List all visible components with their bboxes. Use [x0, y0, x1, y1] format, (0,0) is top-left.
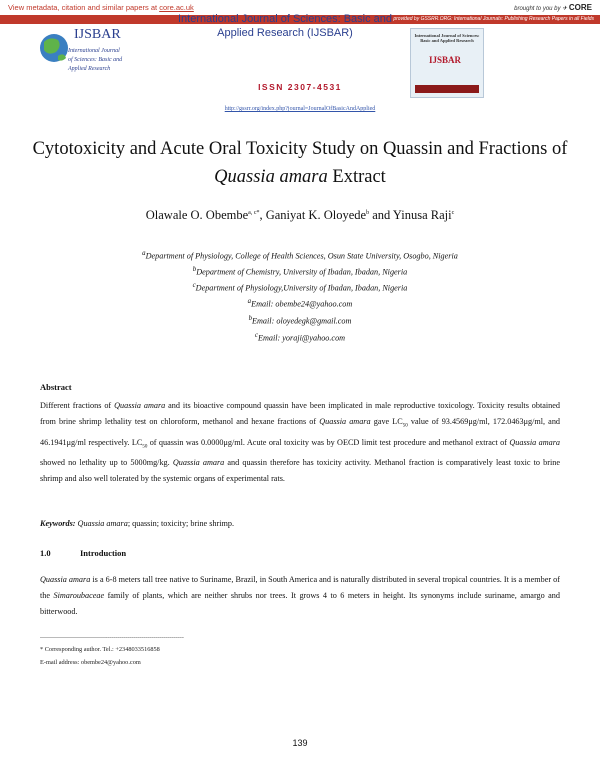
authors: Olawale O. Obembe$^{a, c*}$, Ganiyat K. Oloyede$^b$ and Yinusa Raji$^c$ — [145, 208, 455, 222]
page-number: 139 — [292, 738, 308, 748]
footnote-email: E-mail address: obembe24@yahoo.com — [40, 659, 141, 666]
abstract-text: Different fractions of Quassia amara and its bioactive compound quassin have been implicated in male reproductive toxicology. Toxicity results obtained from brine shrimp lethality test on chloroform, methanol and hexane fractions of Quassia amara gave $LC_{50}$ value of 93.4569μg/ml, 172.0463μg/ml, and 46.1941μg/ml respectively. $LC_{50}$ of quassin was 0.0000μg/ml. Acute oral toxicity was by OECD limit test procedure and methanol extract of Quassia amara showed no lethality up to 5000mg/kg. Quassia amara and quassin therefore has toxicity activity. Methanol fraction is comparatively least toxic to brine shrimp and also well tolerated by the systemic organs of experimental rats. — [40, 401, 561, 484]
svg-text:International Journal: International Journal — [68, 48, 120, 54]
affiliation-a: $^a$Department of Physiology, College of Health Sciences, Osun State University, Osogbo, Nigeria — [142, 250, 458, 261]
svg-text:of Sciences: Basic and: of Sciences: Basic and — [68, 57, 123, 63]
journal-url-link[interactable]: http://gssrr.org/index.php?journal=JournalOfBasicAndApplied — [224, 106, 376, 112]
core-link[interactable]: core.ac.uk — [159, 3, 194, 12]
cover-logo: IJSBAR — [429, 55, 462, 65]
email-b: $^b$Email: oloyedegk@gmail.com — [248, 315, 352, 326]
keywords: Keywords: Quassia amara; quassin; toxicity; brine shrimp. — [40, 519, 235, 528]
svg-text:Applied Research: Applied Research — [68, 66, 111, 72]
issn: ISSN 2307-4531 — [258, 82, 342, 92]
svg-text:IJSBAR: IJSBAR — [74, 27, 121, 42]
email-c: $^c$Email: yoraji@yahoo.com — [254, 332, 346, 343]
ijsbar-logo-icon — [38, 20, 143, 82]
affiliation-b: $^b$Department of Chemistry, University of Ibadan, Ibadan, Nigeria — [192, 266, 408, 277]
journal-title: International Journal of Sciences: Basic and Applied Research (IJSBAR) — [177, 13, 393, 39]
paper-title: Cytotoxicity and Acute Oral Toxicity Study on Quassin and Fractions of Quassia amara Extract — [32, 139, 568, 187]
core-metadata-link-row: View metadata, citation and similar papers at core.ac.uk — [8, 3, 194, 12]
intro-heading: 1.0 Introduction — [40, 548, 127, 558]
footnote-rule: ------------------------------------------------------------------------ — [40, 635, 184, 641]
affiliation-c: $^c$Department of Physiology,University of Ibadan, Ibadan, Nigeria — [192, 282, 408, 293]
email-a: $^a$Email: obembe24@yahoo.com — [247, 298, 353, 309]
intro-text: Quassia amara is a 6-8 meters tall tree native to Suriname, Brazil, in South America and is naturally distributed in several tropical countries. It is a member of the Simaroubaceae family of plants, which are neither shrubs nor trees. It grows 4 to 6 meters in height. Its synonyms include suriname, amargo and bitterwood. — [40, 575, 560, 616]
core-brand[interactable]: brought to you by ✈ CORE — [514, 3, 592, 12]
abstract-heading: Abstract — [40, 382, 72, 392]
footnote-author: * Corresponding author. Tel.: +2348033516858 — [40, 646, 160, 653]
cover-title: International Journal of Sciences: Basic and Applied Research — [414, 33, 480, 43]
core-logo-icon: ✈ — [562, 6, 568, 12]
provider-strip: provided by GSSRR.ORG: International Journals: Publishing Research Papers in all Fields — [0, 15, 600, 24]
